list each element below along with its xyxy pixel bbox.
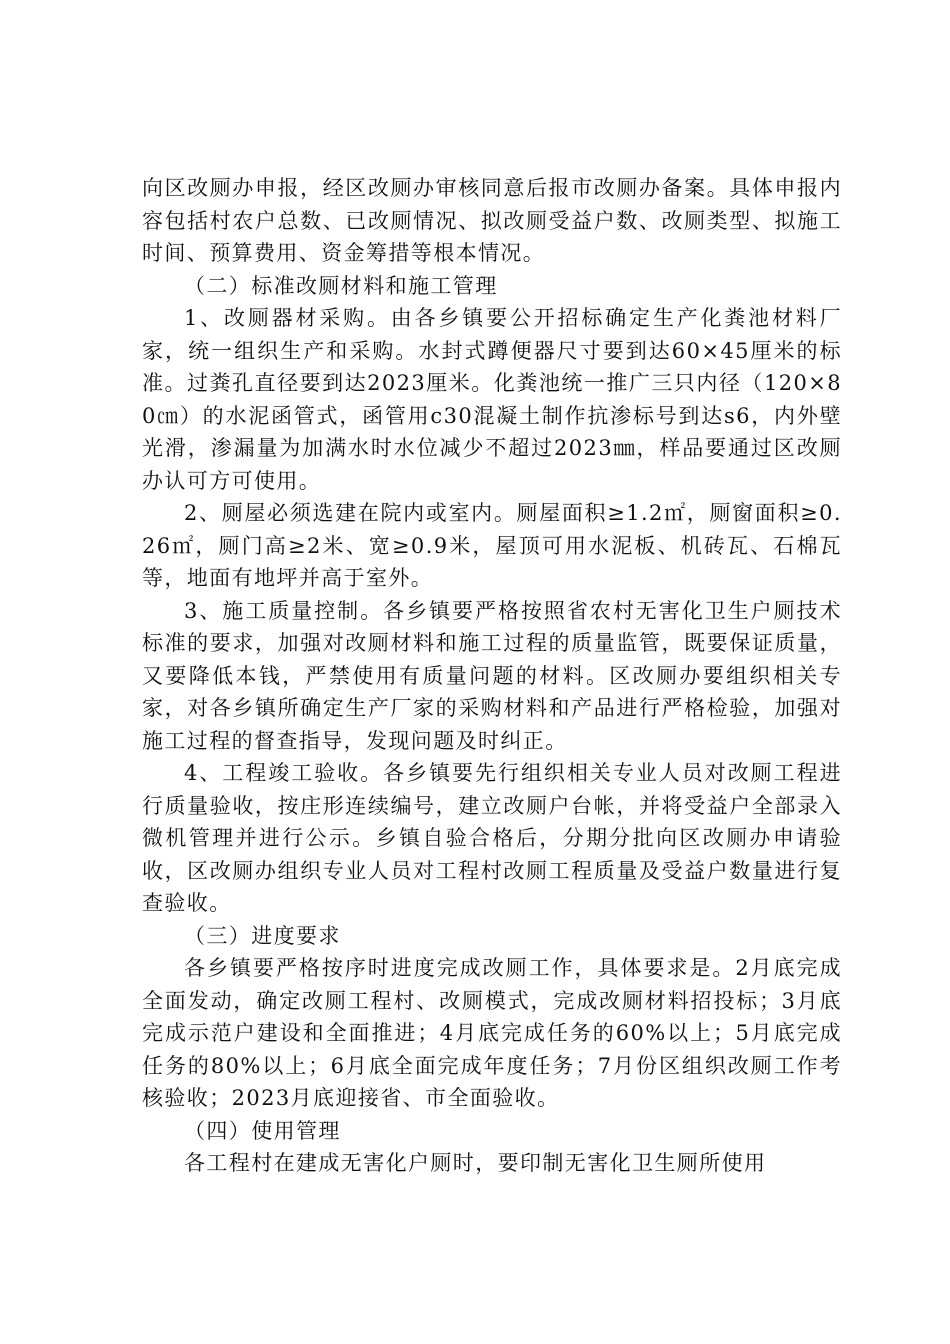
section-heading-4: （四）使用管理 [184, 1118, 341, 1143]
paragraph-materials-procurement: 1、改厕器材采购。由各乡镇要公开招标确定生产化粪池材料厂家，统一组织生产和采购。水封式蹲便器尺寸要到达60×45厘米的标准。过粪孔直径要到达2023厘米。化粪池统一推广三只内径（120×80㎝）的水泥函管式，函管用c30混凝土制作抗渗标号到达s6，内外壁光滑，渗漏量为加满水时水位减少不超过2023㎜，样品要通过区改厕办认可方可使用。 [142, 306, 842, 493]
paragraph-schedule: 各乡镇要严格按序时进度完成改厕工作，具体要求是。2月底完成全面发动，确定改厕工程村、改厕模式，完成改厕材料招投标；3月底完成示范户建设和全面推进；4月底完成任务的60%以上；5月底完成任务的80%以上；6月底全面完成年度任务；7月份区组织改厕工作考核验收；2023月底迎接省、市全面验收。 [142, 956, 842, 1110]
section-heading-2: （二）标准改厕材料和施工管理 [184, 273, 498, 298]
paragraph-usage-management: 各工程村在建成无害化户厕时，要印制无害化卫生厕所使用 [184, 1151, 767, 1175]
section-heading-3: （三）进度要求 [184, 923, 341, 948]
paragraph-toilet-room-requirements: 2、厕屋必须选建在院内或室内。厕屋面积≥1.2㎡，厕窗面积≥0.26㎡，厕门高≥2米、宽≥0.9米，屋顶可用水泥板、机砖瓦、石棉瓦等，地面有地坪并高于室外。 [142, 501, 842, 590]
paragraph-declaration-continuation: 向区改厕办申报，经区改厕办审核同意后报市改厕办备案。具体申报内容包括村农户总数、已改厕情况、拟改厕受益户数、改厕类型、拟施工时间、预算费用、资金筹措等根本情况。 [142, 176, 842, 265]
paragraph-quality-control: 3、施工质量控制。各乡镇要严格按照省农村无害化卫生户厕技术标准的要求，加强对改厕材料和施工过程的质量监管，既要保证质量，又要降低本钱，严禁使用有质量问题的材料。区改厕办要组织相关专家，对各乡镇所确定生产厂家的采购材料和产品进行严格检验，加强对施工过程的督查指导，发现问题及时纠正。 [142, 598, 842, 753]
paragraph-completion-acceptance: 4、工程竣工验收。各乡镇要先行组织相关专业人员对改厕工程进行质量验收，按庄形连续编号，建立改厕户台帐，并将受益户全部录入微机管理并进行公示。乡镇自验合格后，分期分批向区改厕办申请验收，区改厕办组织专业人员对工程村改厕工程质量及受益户数量进行复查验收。 [142, 761, 842, 915]
document-body [142, 172, 842, 1180]
